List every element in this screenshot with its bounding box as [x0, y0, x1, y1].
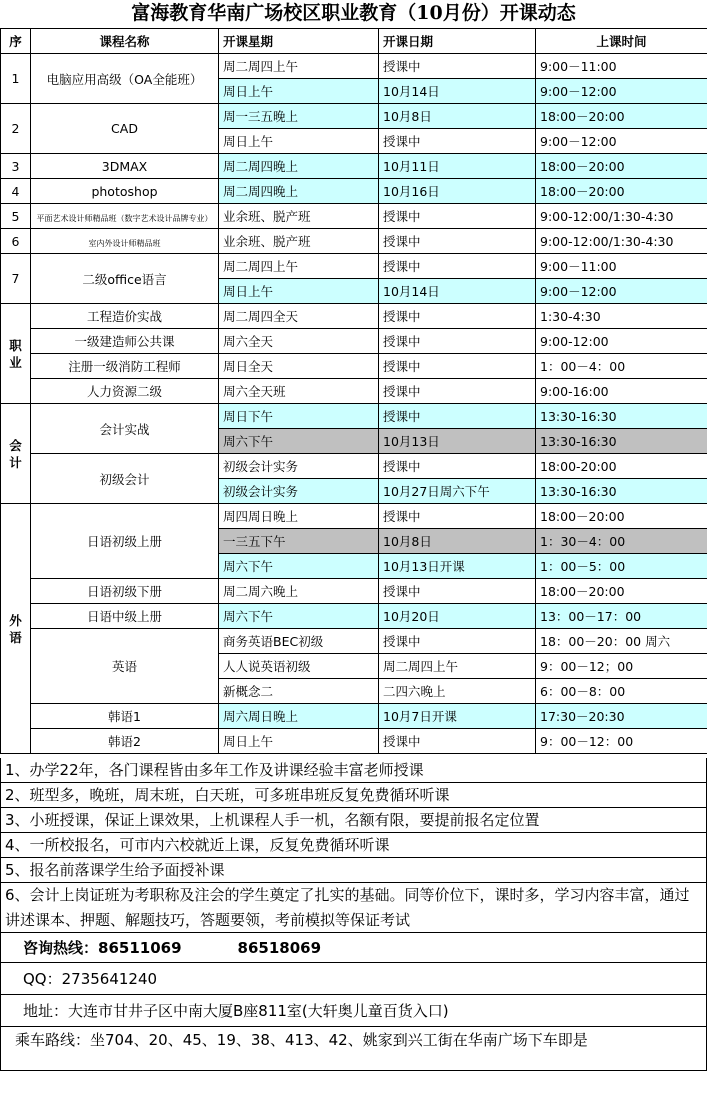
weekday-cell: 周六周日晚上 [219, 704, 379, 729]
course-name: 二级office语言 [31, 254, 219, 304]
table-row [1, 579, 707, 604]
course-name: 韩语2 [31, 729, 219, 754]
course-name [31, 229, 219, 254]
course-name: photoshop [31, 179, 219, 204]
weekday-cell: 周六下午 [219, 554, 379, 579]
date-cell: 二四六晚上 [379, 679, 536, 704]
table-row [1, 204, 707, 229]
weekday-cell: 周日上午 [219, 129, 379, 154]
date-cell: 授课中 [379, 304, 536, 329]
course-name: 会计实战 [31, 404, 219, 454]
course-name [31, 204, 219, 229]
notes-section [0, 758, 707, 1071]
course-name: CAD [31, 104, 219, 154]
time-cell: 9:00-12:00/1:30-4:30 [536, 229, 707, 254]
hotline-label: 咨询热线： [23, 939, 99, 957]
time-cell: 6：00－8：00 [536, 679, 707, 704]
course-name: 初级会计 [31, 454, 219, 504]
hotline-number-1: 86511069 [98, 939, 182, 957]
row-seq: 4 [1, 179, 31, 204]
table-row [1, 629, 707, 654]
address-row [0, 995, 707, 1027]
date-cell: 授课中 [379, 729, 536, 754]
time-cell: 9：00－12：00 [536, 729, 707, 754]
weekday-cell: 周一三五晚上 [219, 104, 379, 129]
date-cell: 授课中 [379, 129, 536, 154]
row-seq: 外 语 [1, 504, 31, 754]
weekday-cell: 初级会计实务 [219, 479, 379, 504]
time-cell: 18:00－20:00 [536, 579, 707, 604]
time-cell: 18:00－20:00 [536, 104, 707, 129]
time-cell: 9：00－12；00 [536, 654, 707, 679]
weekday-cell: 周日下午 [219, 404, 379, 429]
date-cell: 授课中 [379, 579, 536, 604]
table-header-row [1, 29, 707, 54]
date-cell: 周二周四上午 [379, 654, 536, 679]
weekday-cell: 周日上午 [219, 279, 379, 304]
date-cell: 授课中 [379, 229, 536, 254]
header-weekday: 开课星期 [219, 29, 379, 54]
date-cell: 10月14日 [379, 279, 536, 304]
weekday-cell: 周日全天 [219, 354, 379, 379]
date-cell: 授课中 [379, 329, 536, 354]
time-cell: 9:00－12:00 [536, 79, 707, 104]
weekday-cell: 周二周四上午 [219, 54, 379, 79]
page-title: 富海教育华南广场校区职业教育（10月份）开课动态 [131, 2, 576, 24]
time-cell: 1：30－4：00 [536, 529, 707, 554]
time-cell: 9:00-12:00/1:30-4:30 [536, 204, 707, 229]
date-cell: 授课中 [379, 54, 536, 79]
date-cell: 10月20日 [379, 604, 536, 629]
note-4: 4、一所校报名，可市内六校就近上课，反复免费循环听课 [0, 833, 707, 858]
date-cell: 10月13日开课 [379, 554, 536, 579]
table-row [1, 254, 707, 279]
table-row [1, 454, 707, 479]
course-name: 韩语1 [31, 704, 219, 729]
time-cell: 9:00－11:00 [536, 254, 707, 279]
row-seq: 3 [1, 154, 31, 179]
time-cell: 13:30-16:30 [536, 429, 707, 454]
header-course: 课程名称 [31, 29, 219, 54]
table-row [1, 329, 707, 354]
time-cell: 9:00－12:00 [536, 129, 707, 154]
row-seq: 6 [1, 229, 31, 254]
date-cell: 授课中 [379, 254, 536, 279]
header-time: 上课时间 [536, 29, 707, 54]
weekday-cell: 一三五下午 [219, 529, 379, 554]
date-cell: 10月7日开课 [379, 704, 536, 729]
course-name: 3DMAX [31, 154, 219, 179]
time-cell: 9:00－11:00 [536, 54, 707, 79]
note-2: 2、班型多，晚班，周末班，白天班，可多班串班反复免费循环听课 [0, 783, 707, 808]
weekday-cell: 业余班、脱产班 [219, 229, 379, 254]
header-date: 开课日期 [379, 29, 536, 54]
time-cell: 9:00-16:00 [536, 379, 707, 404]
course-name-text: 室内外设计师精品班 [88, 238, 161, 248]
row-seq: 会 计 [1, 404, 31, 504]
row-seq: 5 [1, 204, 31, 229]
course-name: 英语 [31, 629, 219, 704]
weekday-cell: 周日上午 [219, 79, 379, 104]
table-row [1, 54, 707, 79]
qq-text: QQ：2735641240 [23, 970, 158, 988]
weekday-cell: 商务英语BEC初级 [219, 629, 379, 654]
weekday-cell: 周六全天 [219, 329, 379, 354]
time-cell: 1:30-4:30 [536, 304, 707, 329]
time-cell: 17:30－20:30 [536, 704, 707, 729]
date-cell: 10月27日周六下午 [379, 479, 536, 504]
course-name: 电脑应用高级（OA全能班） [31, 54, 219, 104]
weekday-cell: 周六下午 [219, 604, 379, 629]
time-cell: 18:00－20:00 [536, 504, 707, 529]
table-row [1, 379, 707, 404]
table-row [1, 504, 707, 529]
qq-row [0, 963, 707, 995]
note-5: 5、报名前落课学生给予面授补课 [0, 858, 707, 883]
time-cell: 1：00－4：00 [536, 354, 707, 379]
weekday-cell: 周二周六晚上 [219, 579, 379, 604]
table-row [1, 729, 707, 754]
date-cell: 授课中 [379, 354, 536, 379]
weekday-cell: 周日上午 [219, 729, 379, 754]
time-cell: 13：00－17：00 [536, 604, 707, 629]
header-seq: 序 [1, 29, 31, 54]
table-row [1, 304, 707, 329]
time-cell: 9:00-12:00 [536, 329, 707, 354]
date-cell: 10月8日 [379, 529, 536, 554]
weekday-cell: 周二周四上午 [219, 254, 379, 279]
weekday-cell: 周四周日晚上 [219, 504, 379, 529]
course-name: 一级建造师公共课 [31, 329, 219, 354]
table-row [1, 154, 707, 179]
date-cell: 授课中 [379, 454, 536, 479]
row-seq: 职 业 [1, 304, 31, 404]
time-cell: 18:00-20:00 [536, 454, 707, 479]
date-cell: 10月8日 [379, 104, 536, 129]
note-6: 6、会计上岗证班为考职称及注会的学生奠定了扎实的基础。同等价位下，课时多，学习内容丰富，通过讲述课本、押题、解题技巧，答题要领，考前模拟等保证考试 [0, 883, 707, 933]
weekday-cell: 周二周四晚上 [219, 154, 379, 179]
time-cell: 18:00－20:00 [536, 179, 707, 204]
date-cell: 授课中 [379, 404, 536, 429]
course-name: 日语中级上册 [31, 604, 219, 629]
date-cell: 10月14日 [379, 79, 536, 104]
time-cell: 18:00－20:00 [536, 154, 707, 179]
weekday-cell: 周二周四晚上 [219, 179, 379, 204]
date-cell: 授课中 [379, 629, 536, 654]
row-seq: 7 [1, 254, 31, 304]
table-row [1, 179, 707, 204]
time-cell: 1：00－5：00 [536, 554, 707, 579]
weekday-cell: 周二周四全天 [219, 304, 379, 329]
date-cell: 10月11日 [379, 154, 536, 179]
route-row [0, 1027, 707, 1071]
time-cell: 13:30-16:30 [536, 404, 707, 429]
row-seq: 1 [1, 54, 31, 104]
date-cell: 授课中 [379, 504, 536, 529]
schedule-table-body [1, 29, 707, 754]
course-name: 注册一级消防工程师 [31, 354, 219, 379]
date-cell: 10月13日 [379, 429, 536, 454]
weekday-cell: 周六下午 [219, 429, 379, 454]
course-name: 工程造价实战 [31, 304, 219, 329]
row-seq: 2 [1, 104, 31, 154]
date-cell: 10月16日 [379, 179, 536, 204]
weekday-cell: 业余班、脱产班 [219, 204, 379, 229]
weekday-cell: 初级会计实务 [219, 454, 379, 479]
table-row [1, 229, 707, 254]
table-row [1, 604, 707, 629]
course-name: 人力资源二级 [31, 379, 219, 404]
course-name-text: 平面艺术设计师精品班（数字艺术设计品牌专业） [36, 213, 213, 223]
table-row [1, 104, 707, 129]
course-name: 日语初级上册 [31, 504, 219, 579]
date-cell: 授课中 [379, 379, 536, 404]
route-text: 乘车路线：坐704、20、45、19、38、413、42、姚家到兴工街在华南广场下车即是 [15, 1031, 588, 1049]
time-cell: 18：00－20：00 周六 [536, 629, 707, 654]
table-row [1, 354, 707, 379]
hotline-row [0, 933, 707, 963]
schedule-table [0, 28, 707, 754]
address-text: 地址：大连市甘井子区中南大厦B座811室(大轩奥儿童百货入口) [23, 1002, 449, 1020]
table-row [1, 404, 707, 429]
note-1: 1、办学22年，各门课程皆由多年工作及讲课经验丰富老师授课 [0, 758, 707, 783]
time-cell: 13:30-16:30 [536, 479, 707, 504]
date-cell: 授课中 [379, 204, 536, 229]
course-name: 日语初级下册 [31, 579, 219, 604]
weekday-cell: 新概念二 [219, 679, 379, 704]
weekday-cell: 周六全天班 [219, 379, 379, 404]
note-3: 3、小班授课，保证上课效果，上机课程人手一机，名额有限，要提前报名定位置 [0, 808, 707, 833]
weekday-cell: 人人说英语初级 [219, 654, 379, 679]
hotline-number-2: 86518069 [237, 939, 322, 957]
time-cell: 9:00－12:00 [536, 279, 707, 304]
table-row [1, 704, 707, 729]
